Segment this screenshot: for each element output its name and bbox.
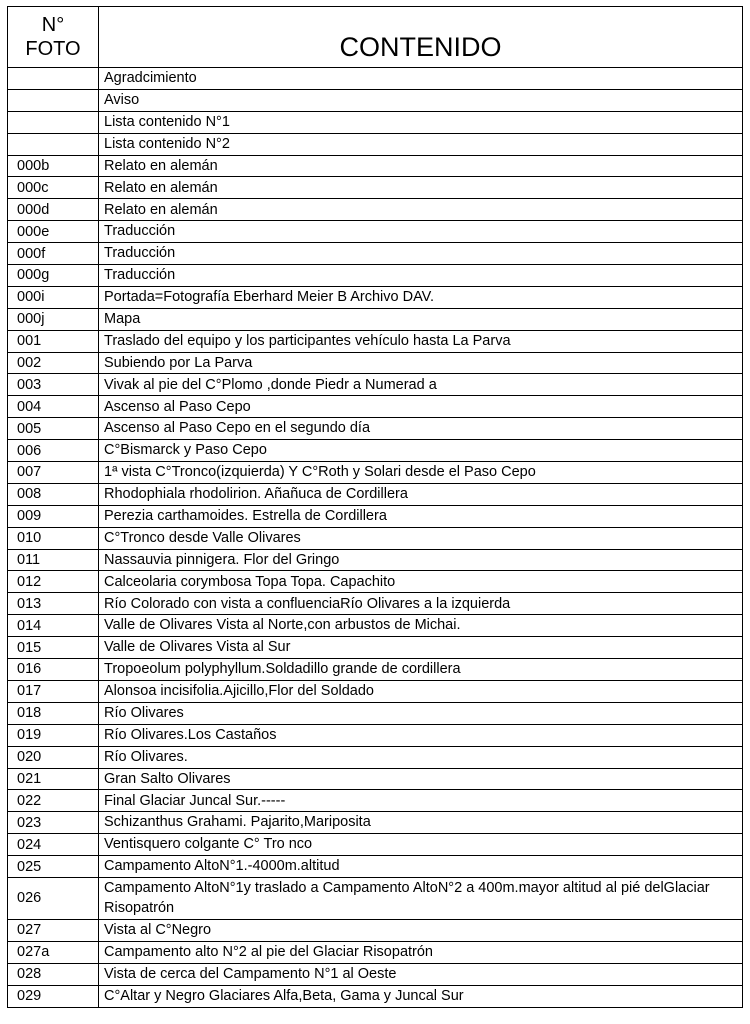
table-row bbox=[8, 637, 743, 659]
content-cell: Lista contenido N°2 bbox=[99, 133, 743, 155]
table-row bbox=[8, 680, 743, 702]
content-cell: C°Bismarck y Paso Cepo bbox=[99, 440, 743, 462]
photo-number-cell: 007 bbox=[8, 462, 99, 484]
table-row bbox=[8, 265, 743, 287]
content-cell: Alonsoa incisifolia.Ajicillo,Flor del Soldado bbox=[99, 680, 743, 702]
content-cell: Traducción bbox=[99, 221, 743, 243]
table-row bbox=[8, 702, 743, 724]
table-row bbox=[8, 440, 743, 462]
photo-number-cell: 009 bbox=[8, 505, 99, 527]
photo-number-header-line2: FOTO bbox=[25, 38, 81, 60]
photo-number-cell bbox=[8, 68, 99, 90]
content-cell: Río Olivares.Los Castaños bbox=[99, 724, 743, 746]
photo-number-header-line1: N° bbox=[41, 14, 65, 36]
photo-number-cell: 013 bbox=[8, 593, 99, 615]
photo-number-cell: 000f bbox=[8, 243, 99, 265]
content-cell: Relato en alemán bbox=[99, 199, 743, 221]
photo-number-cell: 019 bbox=[8, 724, 99, 746]
table-row bbox=[8, 462, 743, 484]
table-row bbox=[8, 724, 743, 746]
photo-number-cell: 000e bbox=[8, 221, 99, 243]
table-row bbox=[8, 549, 743, 571]
content-cell: Valle de Olivares Vista al Norte,con arbustos de Michai. bbox=[99, 615, 743, 637]
table-row bbox=[8, 790, 743, 812]
photo-number-cell: 004 bbox=[8, 396, 99, 418]
photo-number-cell: 002 bbox=[8, 352, 99, 374]
table-row bbox=[8, 746, 743, 768]
table-row bbox=[8, 308, 743, 330]
photo-number-cell bbox=[8, 111, 99, 133]
content-cell: Vista de cerca del Campamento N°1 al Oeste bbox=[99, 963, 743, 985]
content-cell: Valle de Olivares Vista al Sur bbox=[99, 637, 743, 659]
photo-number-cell: 027 bbox=[8, 919, 99, 941]
photo-number-cell: 015 bbox=[8, 637, 99, 659]
table-row bbox=[8, 877, 743, 919]
photo-number-cell: 010 bbox=[8, 527, 99, 549]
content-cell: Aviso bbox=[99, 89, 743, 111]
content-cell: Relato en alemán bbox=[99, 177, 743, 199]
content-cell: Ascenso al Paso Cepo bbox=[99, 396, 743, 418]
table-row bbox=[8, 374, 743, 396]
table-row bbox=[8, 68, 743, 90]
table-row bbox=[8, 615, 743, 637]
content-cell: Río Colorado con vista a confluenciaRío Olivares a la izquierda bbox=[99, 593, 743, 615]
table-row bbox=[8, 812, 743, 834]
table-row bbox=[8, 834, 743, 856]
content-cell: Relato en alemán bbox=[99, 155, 743, 177]
content-cell: Ascenso al Paso Cepo en el segundo día bbox=[99, 418, 743, 440]
content-cell: Agradcimiento bbox=[99, 68, 743, 90]
table-row bbox=[8, 330, 743, 352]
content-cell: Traslado del equipo y los participantes vehículo hasta La Parva bbox=[99, 330, 743, 352]
table-row bbox=[8, 571, 743, 593]
photo-number-cell: 000b bbox=[8, 155, 99, 177]
photo-number-cell: 027a bbox=[8, 941, 99, 963]
content-cell: Nassauvia pinnigera. Flor del Gringo bbox=[99, 549, 743, 571]
table-row bbox=[8, 418, 743, 440]
table-row bbox=[8, 243, 743, 265]
content-cell: Final Glaciar Juncal Sur.----- bbox=[99, 790, 743, 812]
content-cell: Mapa bbox=[99, 308, 743, 330]
content-header: CONTENIDO bbox=[99, 7, 743, 68]
table-row bbox=[8, 963, 743, 985]
photo-number-cell: 000i bbox=[8, 286, 99, 308]
table-row bbox=[8, 659, 743, 681]
table-row bbox=[8, 286, 743, 308]
content-cell: Subiendo por La Parva bbox=[99, 352, 743, 374]
photo-number-cell: 014 bbox=[8, 615, 99, 637]
content-cell: Campamento AltoN°1y traslado a Campamento AltoN°2 a 400m.mayor altitud al pié delGlaciar Risopatrón bbox=[99, 877, 743, 919]
table-row bbox=[8, 856, 743, 878]
photo-number-cell: 017 bbox=[8, 680, 99, 702]
content-cell: 1ª vista C°Tronco(izquierda) Y C°Roth y Solari desde el Paso Cepo bbox=[99, 462, 743, 484]
table-row bbox=[8, 919, 743, 941]
table-row bbox=[8, 396, 743, 418]
content-cell: Río Olivares. bbox=[99, 746, 743, 768]
content-cell: Perezia carthamoides. Estrella de Cordillera bbox=[99, 505, 743, 527]
table-row bbox=[8, 768, 743, 790]
photo-number-cell bbox=[8, 89, 99, 111]
content-cell: Traducción bbox=[99, 243, 743, 265]
table-row bbox=[8, 133, 743, 155]
table-row bbox=[8, 177, 743, 199]
content-cell: Traducción bbox=[99, 265, 743, 287]
photo-number-cell: 003 bbox=[8, 374, 99, 396]
table-row bbox=[8, 221, 743, 243]
photo-number-cell: 024 bbox=[8, 834, 99, 856]
content-cell: Gran Salto Olivares bbox=[99, 768, 743, 790]
content-cell: Rhodophiala rhodolirion. Añañuca de Cordillera bbox=[99, 483, 743, 505]
photo-number-cell: 012 bbox=[8, 571, 99, 593]
photo-number-cell: 022 bbox=[8, 790, 99, 812]
photo-number-cell: 029 bbox=[8, 985, 99, 1007]
photo-number-cell: 000c bbox=[8, 177, 99, 199]
table-header-row bbox=[8, 7, 743, 68]
content-cell: Campamento alto N°2 al pie del Glaciar Risopatrón bbox=[99, 941, 743, 963]
photo-number-cell: 001 bbox=[8, 330, 99, 352]
content-cell: Tropoeolum polyphyllum.Soldadillo grande de cordillera bbox=[99, 659, 743, 681]
table-body bbox=[8, 68, 743, 1008]
photo-number-cell: 006 bbox=[8, 440, 99, 462]
photo-number-cell: 020 bbox=[8, 746, 99, 768]
table-row bbox=[8, 89, 743, 111]
content-cell: Campamento AltoN°1.-4000m.altitud bbox=[99, 856, 743, 878]
content-cell: Vivak al pie del C°Plomo ,donde Piedr a Numerad a bbox=[99, 374, 743, 396]
content-cell: Ventisquero colgante C° Tro nco bbox=[99, 834, 743, 856]
content-cell: Calceolaria corymbosa Topa Topa. Capachito bbox=[99, 571, 743, 593]
content-cell: Portada=Fotografía Eberhard Meier B Archivo DAV. bbox=[99, 286, 743, 308]
photo-number-cell bbox=[8, 133, 99, 155]
content-cell: Lista contenido N°1 bbox=[99, 111, 743, 133]
photo-number-cell: 000d bbox=[8, 199, 99, 221]
table-row bbox=[8, 985, 743, 1007]
table-row bbox=[8, 155, 743, 177]
content-cell: Schizanthus Grahami. Pajarito,Mariposita bbox=[99, 812, 743, 834]
photo-number-cell: 025 bbox=[8, 856, 99, 878]
photo-number-cell: 023 bbox=[8, 812, 99, 834]
photo-number-cell: 005 bbox=[8, 418, 99, 440]
table-row bbox=[8, 199, 743, 221]
photo-number-cell: 000g bbox=[8, 265, 99, 287]
table-row bbox=[8, 593, 743, 615]
table-row bbox=[8, 352, 743, 374]
content-cell: Vista al C°Negro bbox=[99, 919, 743, 941]
table-row bbox=[8, 941, 743, 963]
photo-number-header bbox=[8, 7, 99, 68]
table-row bbox=[8, 527, 743, 549]
photo-number-cell: 000j bbox=[8, 308, 99, 330]
table-row bbox=[8, 505, 743, 527]
photo-number-cell: 026 bbox=[8, 877, 99, 919]
content-cell: C°Tronco desde Valle Olivares bbox=[99, 527, 743, 549]
photo-number-cell: 018 bbox=[8, 702, 99, 724]
photo-number-cell: 028 bbox=[8, 963, 99, 985]
content-cell: Río Olivares bbox=[99, 702, 743, 724]
photo-number-cell: 011 bbox=[8, 549, 99, 571]
table-row bbox=[8, 111, 743, 133]
photo-index-table bbox=[7, 6, 743, 1008]
photo-number-cell: 016 bbox=[8, 659, 99, 681]
table-row bbox=[8, 483, 743, 505]
content-cell: C°Altar y Negro Glaciares Alfa,Beta, Gama y Juncal Sur bbox=[99, 985, 743, 1007]
photo-number-cell: 021 bbox=[8, 768, 99, 790]
photo-number-cell: 008 bbox=[8, 483, 99, 505]
